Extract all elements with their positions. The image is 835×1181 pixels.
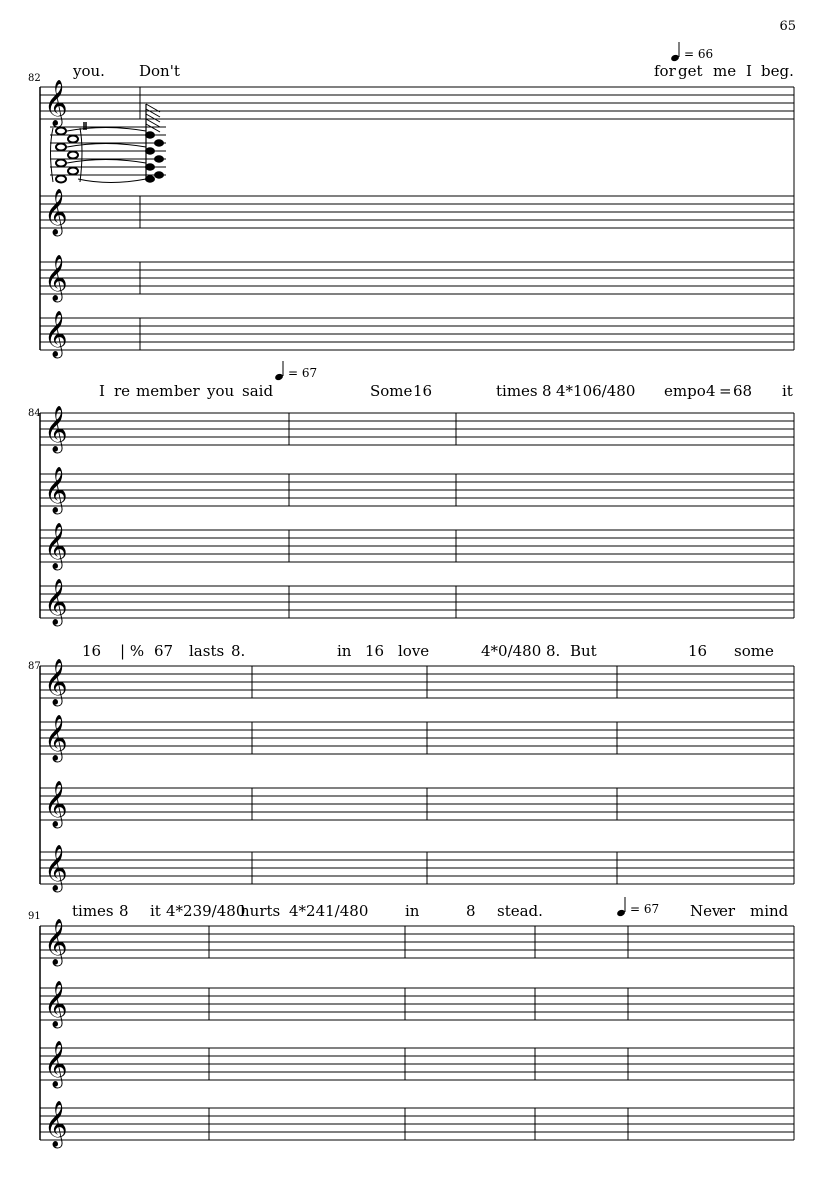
lyric-syllable: lasts — [189, 642, 225, 660]
lyrics-line — [99, 382, 793, 400]
lyric-syllable: times — [496, 382, 538, 400]
lyrics-line — [82, 642, 774, 660]
staff-2 — [40, 722, 794, 754]
staff-2 — [40, 988, 794, 1020]
barlines — [40, 87, 794, 350]
barlines — [40, 666, 794, 884]
staff-3 — [40, 262, 794, 294]
treble-clef-icon: 𝄞 — [44, 981, 68, 1027]
tempo-value: = 67 — [288, 366, 318, 380]
lyrics-line — [72, 62, 794, 80]
treble-clef-icon: 𝄞 — [44, 715, 68, 761]
system-1 — [28, 42, 794, 359]
treble-clef-icon: 𝄞 — [44, 845, 68, 891]
measure-number: 84 — [28, 408, 41, 419]
lyric-syllable: me — [713, 62, 737, 80]
treble-clef-icon: 𝄞 — [44, 579, 68, 625]
treble-clef-icon: 𝄞 — [44, 406, 68, 452]
lyric-syllable: Nev — [690, 902, 721, 920]
lyric-syllable: 4*239/480 — [166, 902, 246, 920]
treble-clef-icon: 𝄞 — [44, 467, 68, 513]
lyric-syllable: 16 — [365, 642, 385, 660]
staff-3 — [40, 530, 794, 562]
lyric-syllable: er — [719, 902, 736, 920]
lyric-syllable: you — [207, 382, 235, 400]
staff-4 — [40, 318, 794, 350]
lyric-syllable: 8. — [231, 642, 246, 660]
lyric-syllable: in — [405, 902, 420, 920]
lyric-syllable: in — [337, 642, 352, 660]
lyric-syllable: said — [242, 382, 274, 400]
lyric-syllable: hurts — [240, 902, 281, 920]
staff-4 — [40, 586, 794, 618]
treble-clef-icon: 𝄞 — [44, 1041, 68, 1087]
quarter-note-icon — [616, 909, 626, 917]
page-number: 65 — [779, 19, 796, 34]
lyric-syllable: 8 — [466, 902, 476, 920]
staff-1 — [40, 926, 794, 958]
staff-2 — [40, 196, 794, 228]
lyric-syllable: 4*241/480 — [289, 902, 369, 920]
lyric-syllable: you. — [73, 62, 105, 80]
treble-clef-icon: 𝄞 — [44, 255, 68, 301]
lyric-syllable: 4*0/480 — [481, 642, 542, 660]
lyric-syllable: it — [782, 382, 793, 400]
lyric-syllable: times — [72, 902, 114, 920]
lyric-syllable: I — [99, 382, 105, 400]
lyric-syllable: re — [114, 382, 131, 400]
tempo-value: = 66 — [684, 47, 714, 61]
lyric-syllable: But — [570, 642, 597, 660]
lyric-syllable: Don't — [139, 62, 180, 80]
lyric-syllable: 67 — [154, 642, 174, 660]
treble-clef-icon: 𝄞 — [44, 523, 68, 569]
lyric-syllable: 16 — [688, 642, 708, 660]
lyric-syllable: empo — [664, 382, 706, 400]
staff-1 — [40, 413, 794, 445]
lyric-syllable: some — [734, 642, 774, 660]
treble-clef-icon: 𝄞 — [44, 189, 68, 235]
tempo-mark — [670, 42, 713, 62]
staff-3 — [40, 788, 794, 820]
lyric-syllable: 16 — [413, 382, 433, 400]
system-4 — [28, 897, 794, 1149]
lyric-syllable: for — [654, 62, 676, 80]
staff-1 — [40, 87, 794, 119]
lyric-syllable: get — [678, 62, 703, 80]
measure-number: 87 — [28, 661, 41, 672]
staff-3 — [40, 1048, 794, 1080]
staff-2 — [40, 474, 794, 506]
lyrics-line — [72, 902, 789, 920]
treble-clef-icon: 𝄞 — [44, 1101, 68, 1147]
quarter-note-icon — [670, 54, 680, 62]
treble-clef-icon: 𝄞 — [44, 659, 68, 705]
system-2 — [28, 361, 794, 627]
lyric-syllable: 68 — [733, 382, 753, 400]
lyric-syllable: 8. — [546, 642, 561, 660]
measure-number: 82 — [28, 73, 41, 84]
staff-4 — [40, 852, 794, 884]
tempo-mark — [274, 361, 317, 381]
lyric-syllable: 16 — [82, 642, 102, 660]
system-3 — [28, 642, 794, 893]
barlines — [40, 413, 794, 618]
lyric-syllable: beg. — [761, 62, 794, 80]
lyric-syllable: mem — [136, 382, 174, 400]
staff-1 — [40, 666, 794, 698]
lyric-syllable: ber — [174, 382, 200, 400]
lyric-syllable: stead. — [497, 902, 543, 920]
lyric-syllable: | % — [120, 642, 145, 660]
tempo-mark — [616, 897, 659, 917]
lyric-syllable: 4*106/480 — [556, 382, 636, 400]
lyric-syllable: 8 — [542, 382, 552, 400]
lyric-syllable: it — [150, 902, 161, 920]
staff-4 — [40, 1108, 794, 1140]
lyric-syllable: I — [746, 62, 752, 80]
treble-clef-icon: 𝄞 — [44, 80, 68, 126]
lyric-syllable: Some — [370, 382, 413, 400]
treble-clef-icon: 𝄞 — [44, 919, 68, 965]
quarter-note-icon — [274, 373, 284, 381]
tempo-value: = 67 — [630, 902, 660, 916]
measure-number: 91 — [28, 911, 41, 922]
treble-clef-icon: 𝄞 — [44, 311, 68, 357]
lyric-syllable: love — [398, 642, 430, 660]
lyric-syllable: 8 — [119, 902, 129, 920]
lyric-syllable: = — [719, 382, 732, 400]
treble-clef-icon: 𝄞 — [44, 781, 68, 827]
lyric-syllable: 4 — [706, 382, 716, 400]
lyric-syllable: mind — [750, 902, 789, 920]
